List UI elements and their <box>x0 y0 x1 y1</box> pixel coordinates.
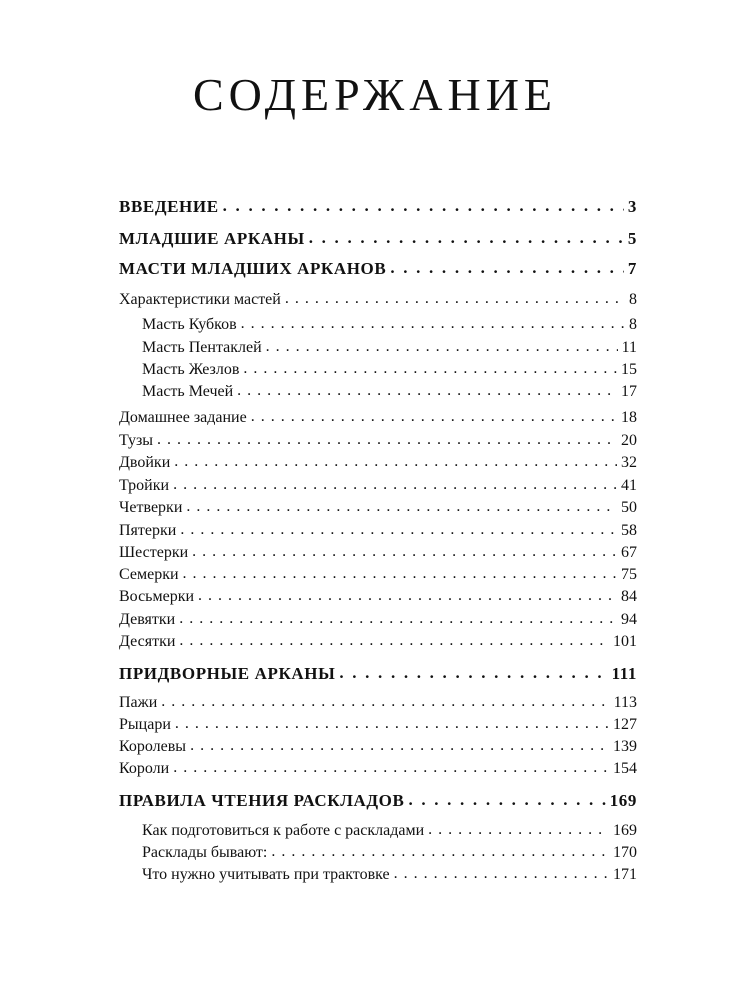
dot-leader <box>183 565 617 583</box>
toc-entry-minor-arcana[interactable] <box>119 229 637 249</box>
dot-leader <box>180 521 617 539</box>
toc-entry-page: 20 <box>621 432 637 449</box>
dot-leader <box>408 790 605 810</box>
page-title: СОДЕРЖАНИЕ <box>192 69 558 120</box>
toc-entry-page: 154 <box>613 760 637 777</box>
toc-entry-page: 101 <box>613 633 637 650</box>
dot-leader <box>241 315 625 333</box>
dot-leader <box>174 453 617 471</box>
toc-entry-page: 50 <box>621 499 637 516</box>
dot-leader <box>175 715 609 733</box>
toc-entry-label: Королевы <box>119 738 187 755</box>
toc-entry-label: ПРАВИЛА ЧТЕНИЯ РАСКЛАДОВ <box>119 791 405 810</box>
toc-entry-page: 18 <box>621 409 637 426</box>
toc-entry-page: 171 <box>613 866 637 883</box>
toc-entry-fives[interactable] <box>119 522 637 540</box>
toc-entry-label: Масть Жезлов <box>142 361 240 378</box>
toc-entry-spread-types[interactable] <box>119 844 637 862</box>
toc-entry-page: 3 <box>627 197 637 216</box>
toc-entry-sixes[interactable] <box>119 544 637 562</box>
dot-leader <box>251 408 617 426</box>
toc-entry-label: Как подготовиться к работе с раскладами <box>142 822 425 839</box>
toc-entry-label: Девятки <box>119 611 176 628</box>
toc-entry-page: 17 <box>621 383 637 400</box>
toc-entry-label: Масть Пентаклей <box>142 339 262 356</box>
dot-leader <box>190 737 609 755</box>
toc-entry-pentacles[interactable] <box>119 339 637 357</box>
toc-entry-introduction[interactable] <box>119 197 637 217</box>
dot-leader <box>223 196 624 216</box>
toc-entry-label: Восьмерки <box>119 588 195 605</box>
toc-entry-page: 5 <box>627 229 637 248</box>
toc-entry-label: Семерки <box>119 566 179 583</box>
dot-leader <box>285 290 625 308</box>
toc-entry-label: МЛАДШИЕ АРКАНЫ <box>119 229 305 248</box>
toc-entry-label: Пятерки <box>119 522 177 539</box>
toc-entry-label: Короли <box>119 760 170 777</box>
toc-entry-cups[interactable] <box>119 316 637 334</box>
toc-entry-label: Четверки <box>119 499 183 516</box>
toc-entry-label: Характеристики мастей <box>119 291 281 308</box>
toc-entry-label: Тройки <box>119 477 170 494</box>
toc-entry-queens[interactable] <box>119 738 637 756</box>
dot-leader <box>198 587 617 605</box>
toc-entry-nines[interactable] <box>119 611 637 629</box>
toc-entry-tens[interactable] <box>119 633 637 651</box>
toc-entry-page: 169 <box>613 822 637 839</box>
toc-entry-page: 169 <box>609 791 637 810</box>
toc-entry-fours[interactable] <box>119 499 637 517</box>
dot-leader <box>243 360 617 378</box>
dot-leader <box>237 382 617 400</box>
toc-entry-page: 111 <box>611 664 637 683</box>
toc-entry-label: Тузы <box>119 432 154 449</box>
toc-entry-page: 75 <box>621 566 637 583</box>
dot-leader <box>186 498 617 516</box>
toc-entry-homework[interactable] <box>119 409 637 427</box>
table-of-contents <box>119 0 637 1000</box>
toc-entry-label: Пажи <box>119 694 158 711</box>
toc-entry-page: 113 <box>613 694 637 711</box>
toc-entry-suit-characteristics[interactable] <box>119 291 637 309</box>
toc-entry-page: 84 <box>621 588 637 605</box>
dot-leader <box>394 865 609 883</box>
toc-entry-label: Что нужно учитывать при трактовке <box>142 866 390 883</box>
toc-entry-label: Двойки <box>119 454 171 471</box>
toc-entry-page: 58 <box>621 522 637 539</box>
toc-entry-page: 8 <box>629 316 637 333</box>
toc-entry-kings[interactable] <box>119 760 637 778</box>
toc-entry-page: 127 <box>613 716 637 733</box>
toc-entry-aces[interactable] <box>119 432 637 450</box>
dot-leader <box>192 543 617 561</box>
toc-entry-reading-rules[interactable] <box>119 791 637 811</box>
toc-entry-page: 170 <box>613 844 637 861</box>
toc-entry-wands[interactable] <box>119 361 637 379</box>
dot-leader <box>179 610 617 628</box>
toc-entry-sevens[interactable] <box>119 566 637 584</box>
toc-entry-threes[interactable] <box>119 477 637 495</box>
toc-entry-eights[interactable] <box>119 588 637 606</box>
toc-entry-page: 41 <box>621 477 637 494</box>
dot-leader <box>161 693 609 711</box>
toc-entry-label: Домашнее задание <box>119 409 247 426</box>
dot-leader <box>173 476 617 494</box>
toc-entry-page: 7 <box>627 259 637 278</box>
toc-entry-label: МАСТИ МЛАДШИХ АРКАНОВ <box>119 259 387 278</box>
dot-leader <box>266 338 618 356</box>
toc-entry-page: 94 <box>621 611 637 628</box>
toc-entry-swords[interactable] <box>119 383 637 401</box>
toc-entry-twos[interactable] <box>119 454 637 472</box>
dot-leader <box>173 759 609 777</box>
toc-entry-label: Масть Кубков <box>142 316 237 333</box>
toc-entry-knights[interactable] <box>119 716 637 734</box>
toc-entry-pages[interactable] <box>119 694 637 712</box>
toc-entry-page: 139 <box>613 738 637 755</box>
toc-entry-suits[interactable] <box>119 259 637 279</box>
dot-leader <box>339 663 607 683</box>
toc-entry-label: Масть Мечей <box>142 383 234 400</box>
dot-leader <box>157 431 617 449</box>
toc-entry-page: 11 <box>621 339 637 356</box>
toc-entry-preparation[interactable] <box>119 822 637 840</box>
toc-entry-label: Шестерки <box>119 544 189 561</box>
toc-entry-label: Десятки <box>119 633 176 650</box>
toc-entry-label: ПРИДВОРНЫЕ АРКАНЫ <box>119 664 336 683</box>
toc-entry-label: Расклады бывают: <box>142 844 268 861</box>
toc-entry-label: Рыцари <box>119 716 171 733</box>
toc-entry-page: 32 <box>621 454 637 471</box>
toc-entry-label: ВВЕДЕНИЕ <box>119 197 219 216</box>
dot-leader <box>428 821 609 839</box>
dot-leader <box>309 228 624 248</box>
dot-leader <box>390 258 624 278</box>
toc-entry-page: 67 <box>621 544 637 561</box>
toc-entry-interpretation[interactable] <box>119 866 637 884</box>
toc-entry-court-arcana[interactable] <box>119 664 637 684</box>
toc-entry-page: 8 <box>629 291 637 308</box>
dot-leader <box>179 632 609 650</box>
toc-entry-page: 15 <box>621 361 637 378</box>
dot-leader <box>271 843 609 861</box>
